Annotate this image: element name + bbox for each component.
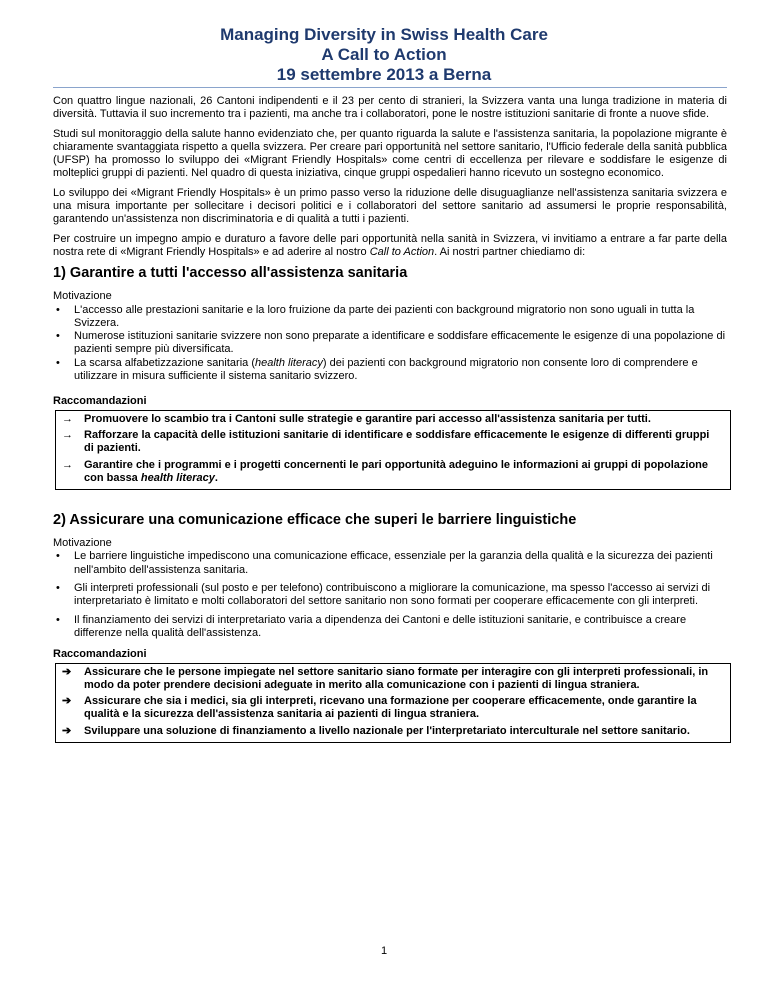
recommendation-text: Assicurare che sia i medici, sia gli interpreti, ricevano una formazione per cooperare efficacemente, onde garantire la qualità e la sicurezza dell'assistenza sanitaria ai pazienti di lingua straniera.	[84, 695, 697, 721]
section-2-bullet-list	[53, 550, 727, 640]
section-2-heading: 2) Assicurare una comunicazione efficace che superi le barriere linguistiche	[53, 512, 577, 529]
list-item: • Le barriere linguistiche impediscono una comunicazione efficace, essenziale per la garanzia della qualità e la sicurezza dei pazienti nell'ambito dell'assistenza sanitaria.	[53, 550, 727, 577]
intro-p4-end: . Ai nostri partner chiediamo di:	[434, 245, 586, 258]
list-item: • Numerose istituzioni sanitarie svizzere non sono preparate a identificare e soddisfare efficacemente le esigenze di una popolazione di pazienti sempre più diversificata.	[53, 330, 727, 357]
section-1-motivation-label: Motivazione	[53, 290, 112, 303]
intro-paragraph-1: Con quattro lingue nazionali, 26 Cantoni indipendenti e il 23 per cento di stranieri, la Svizzera vanta una lunga tradizione in materia di diversità. Tuttavia il suo incremento tra i pazienti, ma anche tra i collaboratori, pone le nostre istituzioni sanitarie di fronte a nuove sfide.	[53, 95, 727, 121]
section-1-heading: 1) Garantire a tutti l'accesso all'assistenza sanitaria	[53, 265, 408, 282]
intro-p4-start: Per costruire un impegno ampio e duraturo a favore delle pari opportunità nella sanità in Svizzera, vi invitiamo a entrare a far parte della nostra rete di «Migrant Friendly Hospitals» e ad aderire al nostro	[53, 232, 727, 258]
recommendation-text-italic: health literacy	[140, 471, 215, 484]
arrow-icon: ➔	[62, 695, 72, 708]
intro-p4-italic: Call to Action	[369, 245, 435, 258]
recommendation-text: Promuovere lo scambio tra i Cantoni sulle strategie e garantire pari accesso all'assistenza sanitaria per tutti.	[84, 412, 651, 425]
section-1-recommendations-label: Raccomandazioni	[53, 395, 147, 408]
intro-paragraph-4	[53, 233, 727, 260]
intro-paragraph-2: Studi sul monitoraggio della salute hanno evidenziato che, per quanto riguarda la salute e l'assistenza sanitaria, la popolazione migrante è chiaramente svantaggiata rispetto a quella svizzera. Per creare pari opportunità nel settore sanitario, l'Ufficio federale della sanità pubblica (UFSP) ha promosso lo sviluppo dei «Migrant Friendly Hospitals» come centri di eccellenza per rilevare e soddisfare le esigenze di molteplici gruppi di pazienti. Nel quadro di questa iniziativa, cinque gruppi ospedalieri hanno ricevuto un sostegno economico.	[53, 127, 727, 180]
arrow-icon: →	[62, 428, 73, 441]
list-item: • Gli interpreti professionali (sul posto e per telefono) contribuiscono a migliorare la comunicazione, ma spesso l'accesso ai servizi di interpretariato è limitato e molti collaboratori del settore sanitario non sono formati per cooperare efficacemente con gli interpreti.	[53, 582, 727, 609]
title-divider	[53, 87, 727, 88]
title-line-2: A Call to Action	[321, 45, 447, 64]
section-2-motivation-label: Motivazione	[53, 537, 112, 550]
section-1-recommendations-box	[55, 410, 731, 490]
document-title	[0, 25, 768, 85]
recommendation	[62, 695, 722, 722]
intro-paragraph-3: Lo sviluppo dei «Migrant Friendly Hospitals» è un primo passo verso la riduzione delle disuguaglianze nell'assistenza sanitaria svizzera e una misura importante per sollecitare i decisori politici e i collaboratori del settore sanitario ad assumersi le proprie responsabilità, garantendo un'assistenza non discriminatoria e di qualità a tutti i pazienti.	[53, 186, 727, 226]
recommendation-text: Assicurare che le persone impiegate nel settore sanitario siano formate per interagire con gli interpreti professionali, in modo da poter prendere decisioni adeguate in merito alla comunicazione con i pazienti di lingua straniera.	[84, 665, 709, 691]
arrow-icon: →	[62, 458, 73, 471]
arrow-icon: ➔	[62, 724, 72, 737]
recommendation	[62, 666, 722, 693]
recommendation-text: Rafforzare la capacità delle istituzioni sanitarie di identificare e soddisfare efficacemente le esigenze di differenti gruppi di pazienti.	[84, 428, 710, 455]
bullet-text-end: ) dei pazienti con background migratorio non consente loro di comprendere e utilizzare in misura sufficiente il sistema sanitario svizzero.	[74, 356, 698, 383]
section-2-recommendations-box	[55, 663, 731, 743]
recommendation-text: Sviluppare una soluzione di finanziamento a livello nazionale per l'interpretariato interculturale nel settore sanitario.	[84, 724, 690, 737]
arrow-icon: ➔	[62, 665, 72, 678]
arrow-icon: →	[62, 412, 73, 425]
recommendation-text-start: Garantire che i programmi e i progetti concernenti le pari opportunità adeguino le informazioni ai gruppi di popolazione con bassa	[84, 458, 709, 484]
bullet-text-italic: health literacy	[254, 356, 323, 369]
list-item	[53, 357, 727, 384]
list-item: • L'accesso alle prestazioni sanitarie e la loro fruizione da parte dei pazienti con background migratorio non sono uguali in tutta la Svizzera.	[53, 304, 727, 331]
page-number: 1	[380, 945, 388, 957]
bullet-text-start: La scarsa alfabetizzazione sanitaria (	[74, 356, 255, 369]
document-body	[53, 95, 727, 743]
recommendation	[62, 459, 722, 486]
title-line-1: Managing Diversity in Swiss Health Care	[220, 25, 548, 44]
recommendation-text-end: .	[214, 471, 218, 484]
recommendation	[62, 725, 722, 738]
section-1-bullet-list	[53, 304, 727, 384]
recommendation	[62, 413, 722, 426]
list-item: • Il finanziamento dei servizi di interpretariato varia a dipendenza dei Cantoni e delle istituzioni sanitarie, e contribuisce a creare differenze nella qualità dell'assistenza.	[53, 614, 727, 641]
title-line-3: 19 settembre 2013 a Berna	[276, 65, 492, 84]
section-2-recommendations-label: Raccomandazioni	[53, 648, 147, 661]
recommendation	[62, 429, 722, 456]
